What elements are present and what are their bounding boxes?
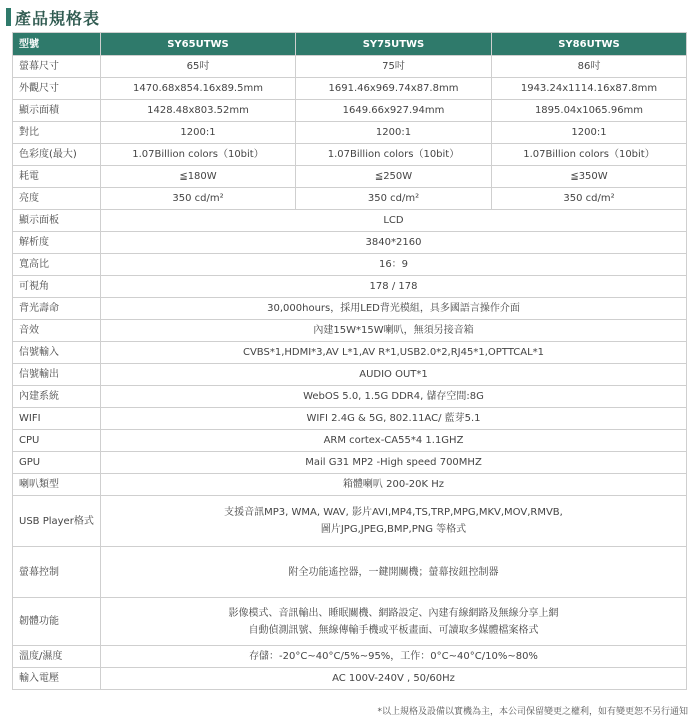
cell: WIFI 2.4G & 5G, 802.11AC/ 藍芽5.1 — [101, 408, 687, 430]
cell: 1200:1 — [296, 122, 492, 144]
header-model-2: SY75UTWS — [296, 33, 492, 56]
cell: 附全功能遙控器，一鍵開關機；螢幕按鈕控制器 — [101, 547, 687, 598]
header-model-3: SY86UTWS — [492, 33, 687, 56]
row-label: 可視角 — [13, 276, 101, 298]
cell: 箱體喇叭 200-20K Hz — [101, 474, 687, 496]
table-row — [13, 188, 687, 210]
table-row — [13, 496, 687, 547]
table-row — [13, 668, 687, 690]
table-row — [13, 598, 687, 646]
footnote: *以上規格及設備以實機為主，本公司保留變更之權利，如有變更恕不另行通知 — [377, 707, 688, 717]
row-label: 喇叭類型 — [13, 474, 101, 496]
table-row — [13, 320, 687, 342]
table-row — [13, 452, 687, 474]
cell: 內建15W*15W喇叭，無須另接音箱 — [101, 320, 687, 342]
cell: 1895.04x1065.96mm — [492, 100, 687, 122]
row-label: 顯示面積 — [13, 100, 101, 122]
row-label: WIFI — [13, 408, 101, 430]
cell-line: 支援音訊MP3, WMA, WAV, 影片AVI,MP4,TS,TRP,MPG,MKV,MOV,RMVB, — [224, 507, 563, 518]
table-row — [13, 547, 687, 598]
spec-table — [12, 32, 687, 690]
cell: 1200:1 — [492, 122, 687, 144]
cell: 1.07Billion colors（10bit） — [101, 144, 296, 166]
row-label: 解析度 — [13, 232, 101, 254]
table-row — [13, 166, 687, 188]
table-row — [13, 78, 687, 100]
table-row — [13, 276, 687, 298]
cell: 1943.24x1114.16x87.8mm — [492, 78, 687, 100]
row-label: 亮度 — [13, 188, 101, 210]
row-label: 對比 — [13, 122, 101, 144]
row-label: 信號輸入 — [13, 342, 101, 364]
cell: CVBS*1,HDMI*3,AV L*1,AV R*1,USB2.0*2,RJ45*1,OPTTCAL*1 — [101, 342, 687, 364]
table-row — [13, 210, 687, 232]
row-label: USB Player格式 — [13, 496, 101, 547]
table-row — [13, 474, 687, 496]
cell: 65吋 — [101, 56, 296, 78]
table-row — [13, 100, 687, 122]
spec-title — [6, 7, 100, 27]
cell: 1428.48x803.52mm — [101, 100, 296, 122]
cell: 1200:1 — [101, 122, 296, 144]
cell: ARM cortex-CA55*4 1.1GHZ — [101, 430, 687, 452]
cell: 350 cd/m² — [101, 188, 296, 210]
row-label: 內建系統 — [13, 386, 101, 408]
cell: AC 100V-240V , 50/60Hz — [101, 668, 687, 690]
table-row — [13, 646, 687, 668]
row-label: GPU — [13, 452, 101, 474]
cell: 178 / 178 — [101, 276, 687, 298]
cell-line: 自動偵測訊號、無線傳輸手機或平板畫面、可讀取多媒體檔案格式 — [248, 624, 539, 636]
cell: 1649.66x927.94mm — [296, 100, 492, 122]
table-row — [13, 144, 687, 166]
row-label: 溫度/濕度 — [13, 646, 101, 668]
header-model-1: SY65UTWS — [101, 33, 296, 56]
cell: 30,000hours，採用LED背光模組，具多國語言操作介面 — [101, 298, 687, 320]
row-label: 寬高比 — [13, 254, 101, 276]
cell: LCD — [101, 210, 687, 232]
row-label: 色彩度(最大) — [13, 144, 101, 166]
cell — [101, 496, 687, 547]
table-row — [13, 408, 687, 430]
table-row — [13, 56, 687, 78]
cell: ≦250W — [296, 166, 492, 188]
header-model-label: 型號 — [13, 33, 101, 56]
row-label: 螢幕控制 — [13, 547, 101, 598]
cell: ≦180W — [101, 166, 296, 188]
table-row — [13, 364, 687, 386]
table-row — [13, 254, 687, 276]
cell: ≦350W — [492, 166, 687, 188]
cell: Mail G31 MP2 -High speed 700MHZ — [101, 452, 687, 474]
row-label: 背光壽命 — [13, 298, 101, 320]
cell: 16：9 — [101, 254, 687, 276]
row-label: 音效 — [13, 320, 101, 342]
row-label: 輸入電壓 — [13, 668, 101, 690]
table-row — [13, 430, 687, 452]
cell: WebOS 5.0, 1.5G DDR4, 儲存空間:8G — [101, 386, 687, 408]
table-row — [13, 342, 687, 364]
cell: 存儲：-20°C~40°C/5%~95%，工作：0°C~40°C/10%~80% — [101, 646, 687, 668]
table-row — [13, 298, 687, 320]
cell: 350 cd/m² — [492, 188, 687, 210]
row-label: CPU — [13, 430, 101, 452]
table-header-row — [13, 33, 687, 56]
row-label: 信號輸出 — [13, 364, 101, 386]
page-title: 產品規格表 — [15, 8, 101, 28]
table-row — [13, 122, 687, 144]
row-label: 外觀尺寸 — [13, 78, 101, 100]
cell: 1.07Billion colors（10bit） — [296, 144, 492, 166]
cell-line: 影像模式、音訊輸出、睡眠關機、網路設定、內建有線網路及無線分享上網 — [228, 607, 559, 619]
row-label: 顯示面板 — [13, 210, 101, 232]
row-label: 耗電 — [13, 166, 101, 188]
row-label: 韌體功能 — [13, 598, 101, 646]
cell: 75吋 — [296, 56, 492, 78]
cell: 1470.68x854.16x89.5mm — [101, 78, 296, 100]
cell: 350 cd/m² — [296, 188, 492, 210]
row-label: 螢幕尺寸 — [13, 56, 101, 78]
table-row — [13, 386, 687, 408]
cell: 1691.46x969.74x87.8mm — [296, 78, 492, 100]
table-row — [13, 232, 687, 254]
title-accent-bar — [6, 8, 11, 26]
cell — [101, 598, 687, 646]
cell: 86吋 — [492, 56, 687, 78]
cell-line: 圖片JPG,JPEG,BMP,PNG 等格式 — [320, 524, 467, 535]
cell: 1.07Billion colors（10bit） — [492, 144, 687, 166]
cell: 3840*2160 — [101, 232, 687, 254]
cell: AUDIO OUT*1 — [101, 364, 687, 386]
